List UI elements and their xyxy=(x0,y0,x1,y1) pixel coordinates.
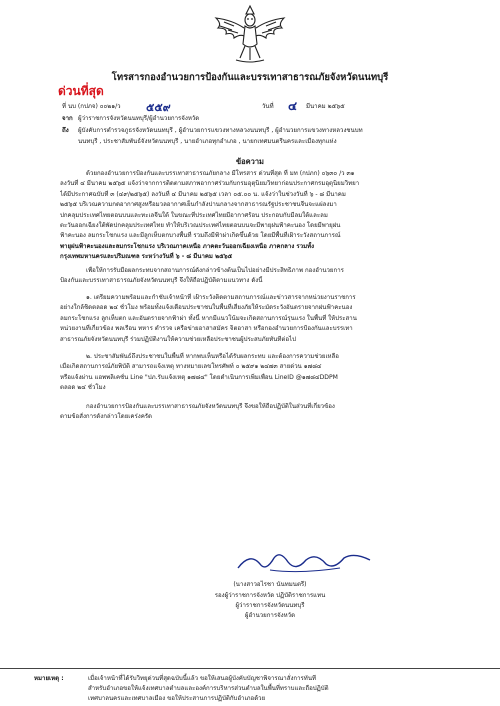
body-line: ๑. เตรียมความพร้อมและกำชับเจ้าหน้าที่ เฝ้าระวังติดตามสถานการณ์และข่าวสารจากหน่วยงานราชการ xyxy=(86,294,356,301)
signer-title-line-2: ผู้ว่าราชการจังหวัดนนทบุรี xyxy=(235,602,305,609)
body-line: ลงวันที่ ๔ มีนาคม ๒๕๖๕ แจ้งว่าจากการติดตามสภาพอากาศร่วมกับกรมอุตุนิยมวิทยาก่อนประกาศกรมอุตุนิยมวิทยา xyxy=(60,180,360,188)
body-line: ฟ้าคะนอง ลมกระโชกแรง และมีลูกเห็บตกบางพื้นที่ รวมถึงมีฟ้าผ่าเกิดขึ้นด้วย โดยมีพื้นที่เฝ้าระวังสถานการณ์ xyxy=(60,232,341,240)
body-line: ได้มีประกาศฉบับที่ ๓ (๔๙/๒๕๖๕) ลงวันที่ ๔ มีนาคม ๒๕๖๕ เวลา ๐๕.๐๐ น. แจ้งว่าในช่วงวันที่ ๖ - ๘ มีนาคม xyxy=(60,190,346,198)
paragraph-1 xyxy=(60,169,460,263)
note-label: หมายเหตุ : xyxy=(34,675,64,682)
body-line: ตะวันออกเฉียงใต้พัดปกคลุมประเทศไทย ทำให้บริเวณประเทศไทยตอนบนจะมีพายุฝนฟ้าคะนอง โดยมีพายุฝน xyxy=(60,222,341,230)
date-day-handwritten: ๔ xyxy=(288,99,298,113)
garuda-emblem xyxy=(204,2,296,66)
signer-name: (นางสาวอไรชา นันทมนตรี) xyxy=(233,581,307,588)
body-line: เพื่อให้การรับมือผลกระทบจากสถานการณ์ดังกล่าวข้างต้นเป็นไปอย่างมีประสิทธิภาพ กองอำนวยการ xyxy=(86,267,344,274)
body-line: ด้วยกองอำนวยการป้องกันและบรรเทาสาธารณภัยกลาง มีโทรสาร ด่วนที่สุด ที่ มท (กปภก) ๐๖๓๐ /ว ๓๑ xyxy=(86,170,355,177)
note-divider xyxy=(0,668,500,669)
body-line-emphasis: กรุงเทพมหานครและปริมณฑล ระหว่างวันที่ ๖ - ๘ มีนาคม ๒๕๖๕ xyxy=(60,253,233,261)
body-line-emphasis: พายุฝนฟ้าคะนองและลมกระโชกแรง บริเวณภาคเหนือ ภาคตะวันออกเฉียงเหนือ ภาคกลาง รวมทั้ง xyxy=(60,242,315,250)
body-line: ปกคลุมประเทศไทยตอนบนและทะเลจีนใต้ ในขณะที่ประเทศไทยมีอากาศร้อน ประกอบกับมีลมใต้และลม xyxy=(60,211,328,219)
document-number-label: ที่ นบ (กปภจ) ๐๐๒๑/ว xyxy=(62,103,121,110)
body-line: สาธารณภัยจังหวัดนนทบุรี ร่วมปฏิบัติงานให้ความช่วยเหลือประชาชนผู้ประสบภัยทันทีต่อไป xyxy=(60,335,296,343)
to-label: ถึง xyxy=(62,127,69,134)
body-line: กองอำนวยการป้องกันและบรรเทาสาธารณภัยจังหวัดนนทบุรี จึงขอให้ถือปฏิบัติในส่วนที่เกี่ยวข้อง xyxy=(86,403,335,410)
document-number-handwritten: ๕๕๙ xyxy=(146,101,171,114)
signer-title-line-1: รองผู้ว่าราชการจังหวัด ปฏิบัติราชการแทน xyxy=(214,592,326,599)
paragraph-4 xyxy=(60,352,460,394)
body-line: หรือแจ้งผ่าน แอพพลิเคชั่น Line "ปภ.รับแจ้งเหตุ ๑๗๘๔" โดยดำเนินการเพิ่มเพื่อน LineID @๑๗๘๔DDPM xyxy=(60,373,338,381)
date-month-year: มีนาคม ๒๕๖๕ xyxy=(306,103,345,110)
to-line-2: นนทบุรี , ประชาสัมพันธ์จังหวัดนนทบุรี , นายอำเภอทุกอำเภอ , นายกเทศมนตรีนครและเมืองทุกแห่ง xyxy=(78,138,337,145)
from-label: จาก xyxy=(62,115,73,122)
body-line: เมื่อเกิดสถานการณ์ภัยพิบัติ สามารถแจ้งเหตุ ทางหมายเลขโทรศัพท์ ๐ ๒๕๙๑ ๒๔๗๓ สายด่วน ๑๗๘๔ xyxy=(60,363,322,371)
from-value: ผู้ว่าราชการจังหวัดนนทบุรี/ผู้อำนวยการจังหวัด xyxy=(78,115,200,122)
note-line-2: สำหรับอำเภอขอให้แจ้งเทศบาลตำบลและองค์การบริหารส่วนตำบลในพื้นที่ทราบและถือปฏิบัติ xyxy=(88,685,329,692)
note-line-3: เทศบาลนครและเทศบาลเมือง ขอให้ประสานการปฏิบัติกับอำเภอด้วย xyxy=(88,695,266,702)
body-line: ป้องกันและบรรเทาสาธารณภัยจังหวัดนนทบุรี จึงให้ถือปฏิบัติตามแนวทาง ดังนี้ xyxy=(60,277,263,285)
body-line: หน่วยงานที่เกี่ยวข้อง พลเรือน ทหาร ตำรวจ เครือข่ายอาสาสมัคร จิตอาสา หรือกองอำนวยการป้องกันและบรรเทา xyxy=(60,325,353,333)
note-line-1: เมื่อเจ้าหน้าที่ได้รับวิทยุด่วนที่สุดฉบับนี้แล้ว ขอให้เสนอผู้บังคับบัญชาพิจารณาสั่งการทันที xyxy=(88,675,316,682)
date-label: วันที่ xyxy=(262,103,274,110)
document-title: โทรสารกองอำนวยการป้องกันและบรรเทาสาธารณภัยจังหวัดนนทบุรี xyxy=(111,72,389,83)
paragraph-5 xyxy=(60,402,460,423)
paragraph-2 xyxy=(60,266,460,287)
body-line: ๒. ประชาสัมพันธ์ถึงประชาชนในพื้นที่ หากพบเห็นหรือได้รับผลกระทบ และต้องการความช่วยเหลือ xyxy=(86,353,339,360)
body-line: อย่างใกล้ชิดตลอด ๒๔ ชั่วโมง พร้อมทั้งแจ้งเตือนประชาชนในพื้นที่เสี่ยงภัยให้ระมัดระวังอันตรายจากฝนฟ้าคะนอง xyxy=(60,304,353,312)
urgency-label: ด่วนที่สุด xyxy=(58,84,104,98)
body-line: ๒๕๖๕ บริเวณความกดอากาศสูงหรือมวลอากาศเย็นกำลังปานกลางจากสาธารณรัฐประชาชนจีนจะแผ่ลงมา xyxy=(60,201,337,209)
body-line: ตามข้อสั่งการดังกล่าวโดยเคร่งครัด xyxy=(60,413,153,421)
paragraph-3 xyxy=(60,293,460,345)
signer-title-line-3: ผู้อำนวยการจังหวัด xyxy=(244,612,296,619)
body-line: ตลอด ๒๔ ชั่วโมง xyxy=(60,384,106,392)
message-heading: ข้อความ xyxy=(235,157,264,166)
body-line: ลมกระโชกแรง ลูกเห็บตก และอันตรายจากฟ้าผ่า ทั้งนี้ หากมีแนวโน้มจะเกิดสถานการณ์รุนแรง ในพื้นที่ ให้ประสาน xyxy=(60,314,357,322)
handwritten-signature xyxy=(230,548,380,576)
to-line-1: ผู้บังคับการตำรวจภูธรจังหวัดนนทบุรี , ผู้อำนวยการแขวงทางหลวงนนทบุรี , ผู้อำนวยการแขวงทางหลวงชนบท xyxy=(78,127,363,134)
